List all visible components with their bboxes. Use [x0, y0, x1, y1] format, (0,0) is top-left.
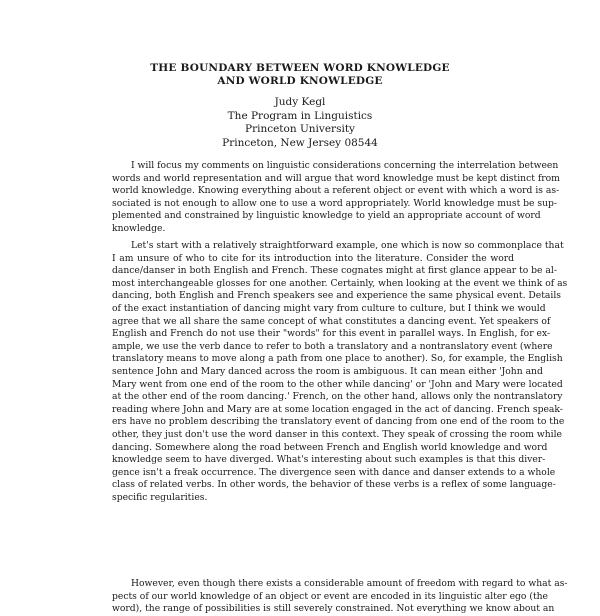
- author-program: The Program in Linguistics: [227, 109, 373, 122]
- text-line: pects of our world knowledge of an object or event are encoded in its linguistic alter ego (the: [112, 590, 548, 602]
- author-location: Princeton, New Jersey 08544: [222, 136, 378, 149]
- paragraph-3: [112, 578, 568, 616]
- title-line-2: AND WORLD KNOWLEDGE: [217, 75, 383, 87]
- text-line: words and world representation and will argue that word knowledge must be kept distinct from: [112, 172, 560, 184]
- text-line: I am unsure of who to cite for its introduction into the literature. Consider the word: [112, 252, 514, 264]
- text-line: Let's start with a relatively straightforward example, one which is now so commonplace that: [131, 240, 564, 251]
- text-line: plemented and constrained by linguistic knowledge to yield an appropriate account of word: [112, 210, 541, 222]
- text-line: ers have no problem describing the translatory event of dancing from one end of the room to the: [112, 416, 565, 428]
- text-line: class of related verbs. In other words, the behavior of these verbs is a reflex of some language-: [112, 479, 556, 491]
- title-line-1: THE BOUNDARY BETWEEN WORD KNOWLEDGE: [150, 62, 450, 74]
- text-line: English and French do not use their "words" for this event in parallel ways. In English, for ex-: [112, 328, 551, 340]
- author-name: Judy Kegl: [274, 96, 326, 108]
- text-line: knowledge.: [112, 222, 166, 234]
- author-block: [0, 96, 600, 150]
- text-line: reading where John and Mary are at some location engaged in the act of dancing. French speak-: [112, 403, 563, 415]
- text-line: I will focus my comments on linguistic considerations concerning the interrelation between: [131, 160, 559, 171]
- author-university: Princeton University: [245, 123, 355, 135]
- text-line: sentence John and Mary danced across the room is ambiguous. It can mean either 'John and: [112, 365, 543, 377]
- text-line: dancing, both English and French speakers see and experience the same physical event. Details: [112, 290, 561, 302]
- text-line: dance/danser in both English and French. These cognates might at first glance appear to be al-: [112, 265, 557, 277]
- text-line: dancing. Somewhere along the road between French and English world knowledge and word: [112, 441, 548, 453]
- text-line: word), the range of possibilities is still severely constrained. Not everything we know about an: [112, 603, 555, 615]
- text-line: most interchangeable glosses for one another. Certainly, when looking at the event we think of as: [112, 277, 568, 289]
- text-line: specific regularities.: [112, 491, 208, 503]
- paper-title: [0, 62, 600, 88]
- text-line: Mary went from one end of the room to the other while dancing' or 'John and Mary were located: [112, 378, 563, 390]
- text-line: world knowledge. Knowing everything about a referent object or event with which a word is as-: [112, 185, 560, 197]
- text-line: translatory means to move along a path from one place to another). So, for example, the English: [112, 353, 563, 365]
- paragraph-1: [112, 160, 560, 236]
- text-line: sociated is not enough to allow one to use a word appropriately. World knowledge must be sup-: [112, 197, 558, 209]
- text-line: of the exact instantiation of dancing might vary from culture to culture, but I think we would: [112, 302, 546, 314]
- text-line: gence isn't a freak occurrence. The divergence seen with dance and danser extends to a whole: [112, 466, 556, 478]
- text-line: However, even though there exists a considerable amount of freedom with regard to what as-: [131, 578, 568, 589]
- text-line: other, they just don't use the word danser in this context. They speak of crossing the room while: [112, 428, 562, 440]
- text-line: knowledge seem to have diverged. What's interesting about such examples is that this diver-: [112, 454, 546, 466]
- text-line: ample, we use the verb dance to refer to both a translatory and a nontranslatory event (where: [112, 340, 553, 352]
- paragraph-2: [112, 240, 568, 504]
- text-line: at the other end of the room dancing.' French, on the other hand, allows only the nontranslatory: [112, 391, 563, 403]
- text-line: agree that we all share the same concept of what constitutes a dancing event. Yet speakers of: [112, 315, 551, 327]
